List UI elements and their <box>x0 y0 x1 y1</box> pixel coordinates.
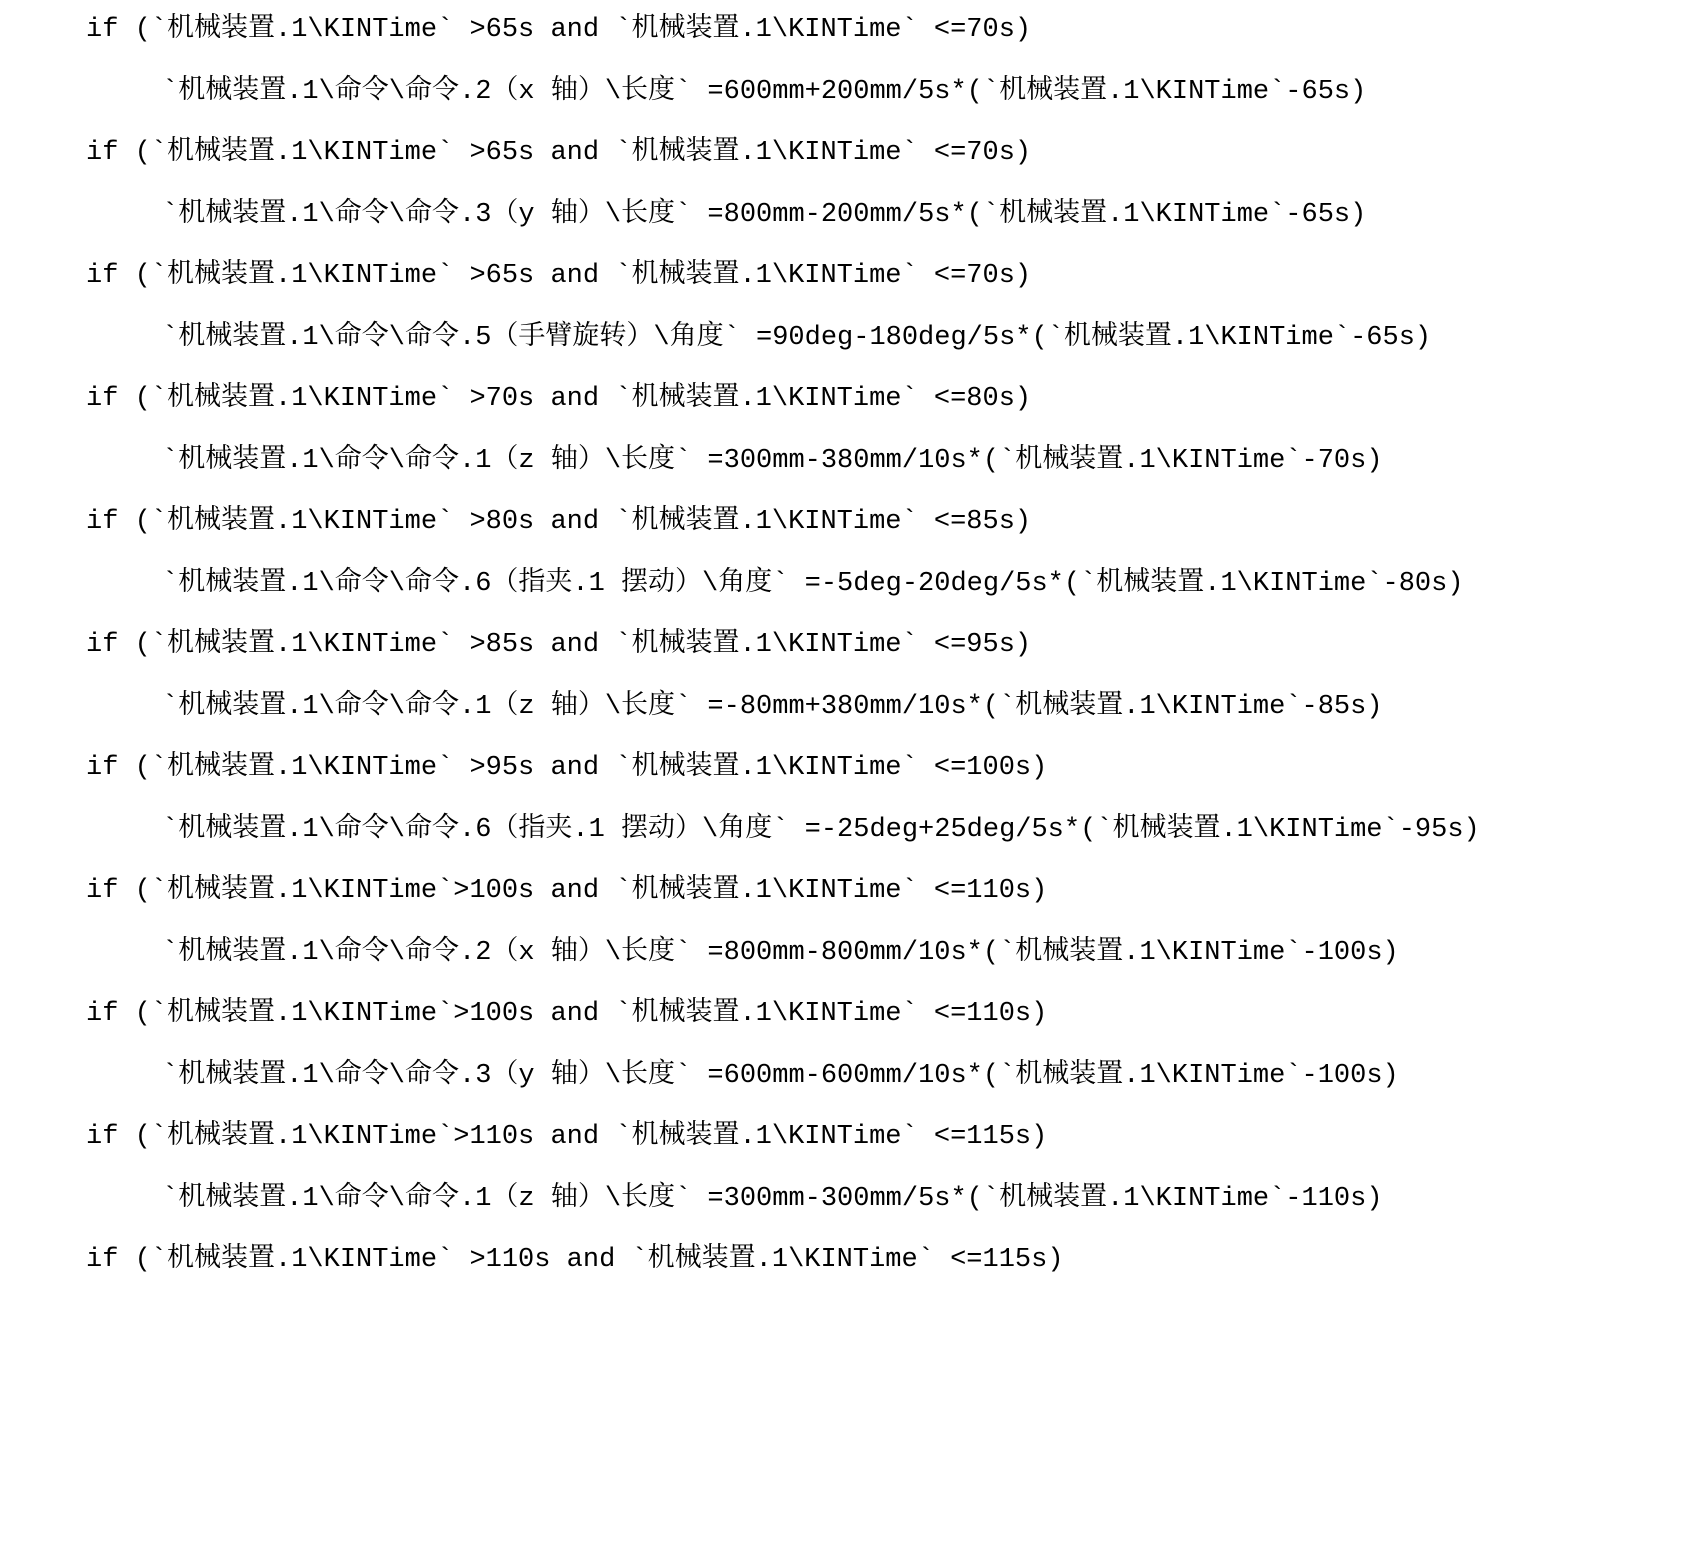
code-line: if (`机械装置.1\KINTime` >110s and `机械装置.1\KINTime` <=115s) <box>86 1245 1064 1275</box>
code-line: if (`机械装置.1\KINTime` >85s and `机械装置.1\KINTime` <=95s) <box>86 630 1032 660</box>
code-line: if (`机械装置.1\KINTime` >70s and `机械装置.1\KINTime` <=80s) <box>86 384 1032 414</box>
code-line: `机械装置.1\命令\命令.6（指夹.1 摆动）\角度` =-5deg-20deg/5s*(`机械装置.1\KINTime`-80s) <box>162 568 1464 599</box>
code-line: `机械装置.1\命令\命令.5（手臂旋转）\角度` =90deg-180deg/5s*(`机械装置.1\KINTime`-65s) <box>162 322 1432 353</box>
code-line: if (`机械装置.1\KINTime`>100s and `机械装置.1\KINTime` <=110s) <box>86 999 1048 1029</box>
code-line: `机械装置.1\命令\命令.3（y 轴）\长度` =800mm-200mm/5s*(`机械装置.1\KINTime`-65s) <box>162 199 1367 230</box>
code-line: if (`机械装置.1\KINTime` >95s and `机械装置.1\KINTime` <=100s) <box>86 753 1048 783</box>
code-line: if (`机械装置.1\KINTime`>100s and `机械装置.1\KINTime` <=110s) <box>86 876 1048 906</box>
code-line: `机械装置.1\命令\命令.3（y 轴）\长度` =600mm-600mm/10s*(`机械装置.1\KINTime`-100s) <box>162 1060 1399 1091</box>
code-line: if (`机械装置.1\KINTime` >65s and `机械装置.1\KINTime` <=70s) <box>86 261 1032 291</box>
code-line: if (`机械装置.1\KINTime` >80s and `机械装置.1\KINTime` <=85s) <box>86 507 1032 537</box>
code-line: `机械装置.1\命令\命令.2（x 轴）\长度` =800mm-800mm/10s*(`机械装置.1\KINTime`-100s) <box>162 937 1399 968</box>
code-line: `机械装置.1\命令\命令.1（z 轴）\长度` =-80mm+380mm/10s*(`机械装置.1\KINTime`-85s) <box>162 691 1383 722</box>
code-line: `机械装置.1\命令\命令.6（指夹.1 摆动）\角度` =-25deg+25deg/5s*(`机械装置.1\KINTime`-95s) <box>162 814 1480 845</box>
code-line: if (`机械装置.1\KINTime` >65s and `机械装置.1\KINTime` <=70s) <box>86 138 1032 168</box>
code-line: `机械装置.1\命令\命令.2（x 轴）\长度` =600mm+200mm/5s*(`机械装置.1\KINTime`-65s) <box>162 76 1367 107</box>
code-line: if (`机械装置.1\KINTime`>110s and `机械装置.1\KINTime` <=115s) <box>86 1122 1048 1152</box>
code-line: `机械装置.1\命令\命令.1（z 轴）\长度` =300mm-300mm/5s*(`机械装置.1\KINTime`-110s) <box>162 1183 1383 1214</box>
code-line: if (`机械装置.1\KINTime` >65s and `机械装置.1\KINTime` <=70s) <box>86 15 1032 45</box>
code-line: `机械装置.1\命令\命令.1（z 轴）\长度` =300mm-380mm/10s*(`机械装置.1\KINTime`-70s) <box>162 445 1383 476</box>
